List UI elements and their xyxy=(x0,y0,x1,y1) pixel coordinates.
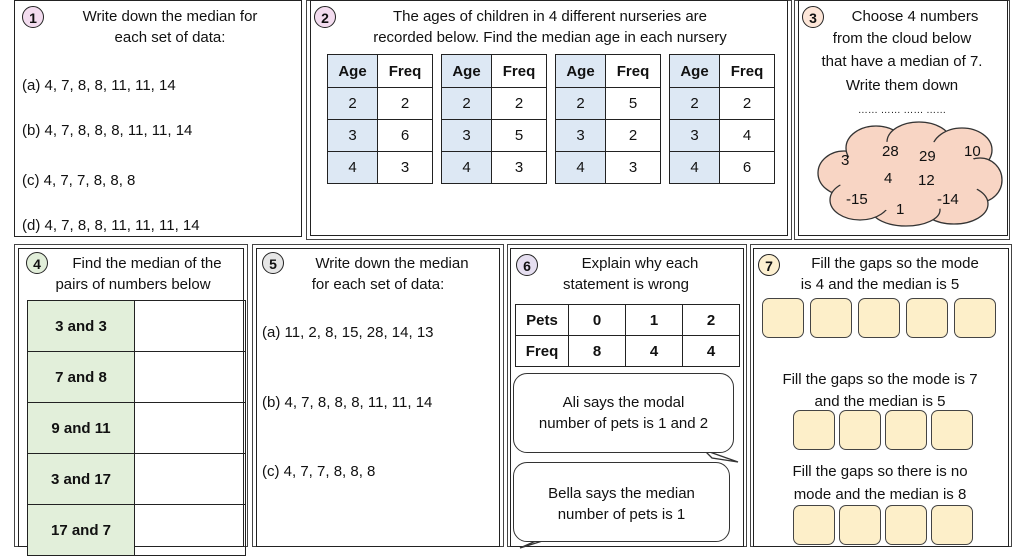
age-cell: 4 xyxy=(328,152,378,184)
pets-value: 2 xyxy=(683,305,740,336)
q2-table-4 xyxy=(669,54,775,184)
gap-box[interactable] xyxy=(793,410,835,450)
pair-answer-cell[interactable] xyxy=(135,352,246,403)
q1-title-line2: each set of data: xyxy=(114,29,226,46)
q3-line1: Choose 4 numbers xyxy=(851,8,979,25)
pair-answer-cell[interactable] xyxy=(135,454,246,505)
cloud-number: 10 xyxy=(964,143,981,160)
q4-pairs-table xyxy=(27,300,246,556)
cloud-number: 29 xyxy=(919,148,936,165)
gap-box[interactable] xyxy=(839,505,881,545)
q6-number: 6 xyxy=(516,254,538,276)
number-cloud xyxy=(814,118,1004,228)
q6-title-line1: Explain why each xyxy=(581,255,699,272)
freq-cell: 2 xyxy=(720,88,775,120)
age-cell: 4 xyxy=(442,152,492,184)
q6-title-line2: statement is wrong xyxy=(563,276,689,293)
cloud-number: 28 xyxy=(882,143,899,160)
pair-label: 3 and 3 xyxy=(28,301,135,352)
q3-answer-blanks[interactable]: …… …… …… …… xyxy=(857,105,947,116)
q6-pets-table xyxy=(515,304,740,367)
freq-value: 4 xyxy=(683,336,740,367)
pair-label: 9 and 11 xyxy=(28,403,135,454)
q2-number: 2 xyxy=(314,6,336,28)
age-cell: 3 xyxy=(670,120,720,152)
cloud-number: 12 xyxy=(918,172,935,189)
pair-answer-cell[interactable] xyxy=(135,505,246,556)
bubble-bella-line1: Bella says the median xyxy=(548,485,695,502)
gap-box[interactable] xyxy=(885,505,927,545)
q5-title-line2: for each set of data: xyxy=(311,276,445,293)
gap-box[interactable] xyxy=(931,505,973,545)
q4-title-line2: pairs of numbers below xyxy=(55,276,211,293)
gap-box[interactable] xyxy=(906,298,948,338)
gap-box[interactable] xyxy=(793,505,835,545)
q7-number: 7 xyxy=(758,254,780,276)
q2-table-3 xyxy=(555,54,661,184)
speech-bubble-bella xyxy=(513,462,730,542)
gap-box[interactable] xyxy=(931,410,973,450)
speech-bubble-ali xyxy=(513,373,734,453)
gap-box[interactable] xyxy=(762,298,804,338)
bubble-ali-line1: Ali says the modal xyxy=(562,394,685,411)
freq-cell: 5 xyxy=(492,120,547,152)
q2-title-line1: The ages of children in 4 different nurseries are xyxy=(392,8,708,25)
age-cell: 2 xyxy=(328,88,378,120)
freq-cell: 4 xyxy=(720,120,775,152)
cloud-number: 4 xyxy=(884,170,893,187)
cloud-number: -14 xyxy=(937,191,959,208)
q1-title-line1: Write down the median for xyxy=(82,8,258,25)
q3-line3: that have a median of 7. xyxy=(821,53,983,70)
bubble-ali-line2: number of pets is 1 and 2 xyxy=(538,415,709,432)
q7-part1-line2: is 4 and the median is 5 xyxy=(800,276,960,293)
q7-part2-line1: Fill the gaps so the mode is 7 xyxy=(782,371,978,388)
cloud-number: 3 xyxy=(841,152,850,169)
q3-line2: from the cloud below xyxy=(832,30,972,47)
freq-cell: 3 xyxy=(378,152,433,184)
age-header: Age xyxy=(328,55,378,88)
q1-number: 1 xyxy=(22,6,44,28)
freq-cell: 6 xyxy=(378,120,433,152)
gap-box[interactable] xyxy=(954,298,996,338)
age-cell: 4 xyxy=(670,152,720,184)
age-header: Age xyxy=(556,55,606,88)
freq-header: Freq xyxy=(720,55,775,88)
q1-item-d: (d) 4, 7, 8, 8, 11, 11, 11, 14 xyxy=(22,217,200,234)
q1-item-a: (a) 4, 7, 8, 8, 11, 11, 14 xyxy=(22,77,176,94)
age-cell: 2 xyxy=(670,88,720,120)
q4-title-line1: Find the median of the xyxy=(72,255,222,272)
age-cell: 3 xyxy=(556,120,606,152)
age-cell: 3 xyxy=(442,120,492,152)
q3-number: 3 xyxy=(802,6,824,28)
q7-part2-line2: and the median is 5 xyxy=(814,393,946,410)
freq-header: Freq xyxy=(606,55,661,88)
pets-value: 1 xyxy=(626,305,683,336)
freq-header: Freq xyxy=(516,336,569,367)
q7-part1-line1: Fill the gaps so the mode xyxy=(811,255,979,272)
pair-answer-cell[interactable] xyxy=(135,301,246,352)
q2-table-1 xyxy=(327,54,433,184)
q2-title-line2: recorded below. Find the median age in each nursery xyxy=(373,29,727,46)
cloud-number: -15 xyxy=(846,191,868,208)
age-cell: 2 xyxy=(556,88,606,120)
freq-cell: 3 xyxy=(492,152,547,184)
q2-table-2 xyxy=(441,54,547,184)
freq-value: 8 xyxy=(569,336,626,367)
freq-cell: 2 xyxy=(378,88,433,120)
age-header: Age xyxy=(442,55,492,88)
freq-cell: 3 xyxy=(606,152,661,184)
q5-item-b: (b) 4, 7, 8, 8, 8, 11, 11, 14 xyxy=(262,394,433,411)
q1-item-c: (c) 4, 7, 7, 8, 8, 8 xyxy=(22,172,136,189)
q5-number: 5 xyxy=(262,252,284,274)
pair-label: 17 and 7 xyxy=(28,505,135,556)
pair-answer-cell[interactable] xyxy=(135,403,246,454)
gap-box[interactable] xyxy=(858,298,900,338)
age-cell: 4 xyxy=(556,152,606,184)
q5-item-c: (c) 4, 7, 7, 8, 8, 8 xyxy=(262,463,376,480)
freq-cell: 6 xyxy=(720,152,775,184)
freq-value: 4 xyxy=(626,336,683,367)
freq-header: Freq xyxy=(378,55,433,88)
gap-box[interactable] xyxy=(839,410,881,450)
q1-item-b: (b) 4, 7, 8, 8, 8, 11, 11, 14 xyxy=(22,122,193,139)
pair-label: 3 and 17 xyxy=(28,454,135,505)
pets-value: 0 xyxy=(569,305,626,336)
pets-header: Pets xyxy=(516,305,569,336)
freq-cell: 5 xyxy=(606,88,661,120)
freq-header: Freq xyxy=(492,55,547,88)
cloud-number: 1 xyxy=(896,201,905,218)
q7-part3-line2: mode and the median is 8 xyxy=(793,486,967,503)
freq-cell: 2 xyxy=(606,120,661,152)
age-cell: 3 xyxy=(328,120,378,152)
gap-box[interactable] xyxy=(810,298,852,338)
q7-part3-line1: Fill the gaps so there is no xyxy=(792,463,968,480)
q4-number: 4 xyxy=(26,252,48,274)
gap-box[interactable] xyxy=(885,410,927,450)
q5-title-line1: Write down the median xyxy=(315,255,469,272)
pair-label: 7 and 8 xyxy=(28,352,135,403)
freq-cell: 2 xyxy=(492,88,547,120)
age-header: Age xyxy=(670,55,720,88)
age-cell: 2 xyxy=(442,88,492,120)
q3-line4: Write them down xyxy=(845,77,959,94)
bubble-bella-line2: number of pets is 1 xyxy=(557,506,686,523)
q5-item-a: (a) 11, 2, 8, 15, 28, 14, 13 xyxy=(262,324,434,341)
